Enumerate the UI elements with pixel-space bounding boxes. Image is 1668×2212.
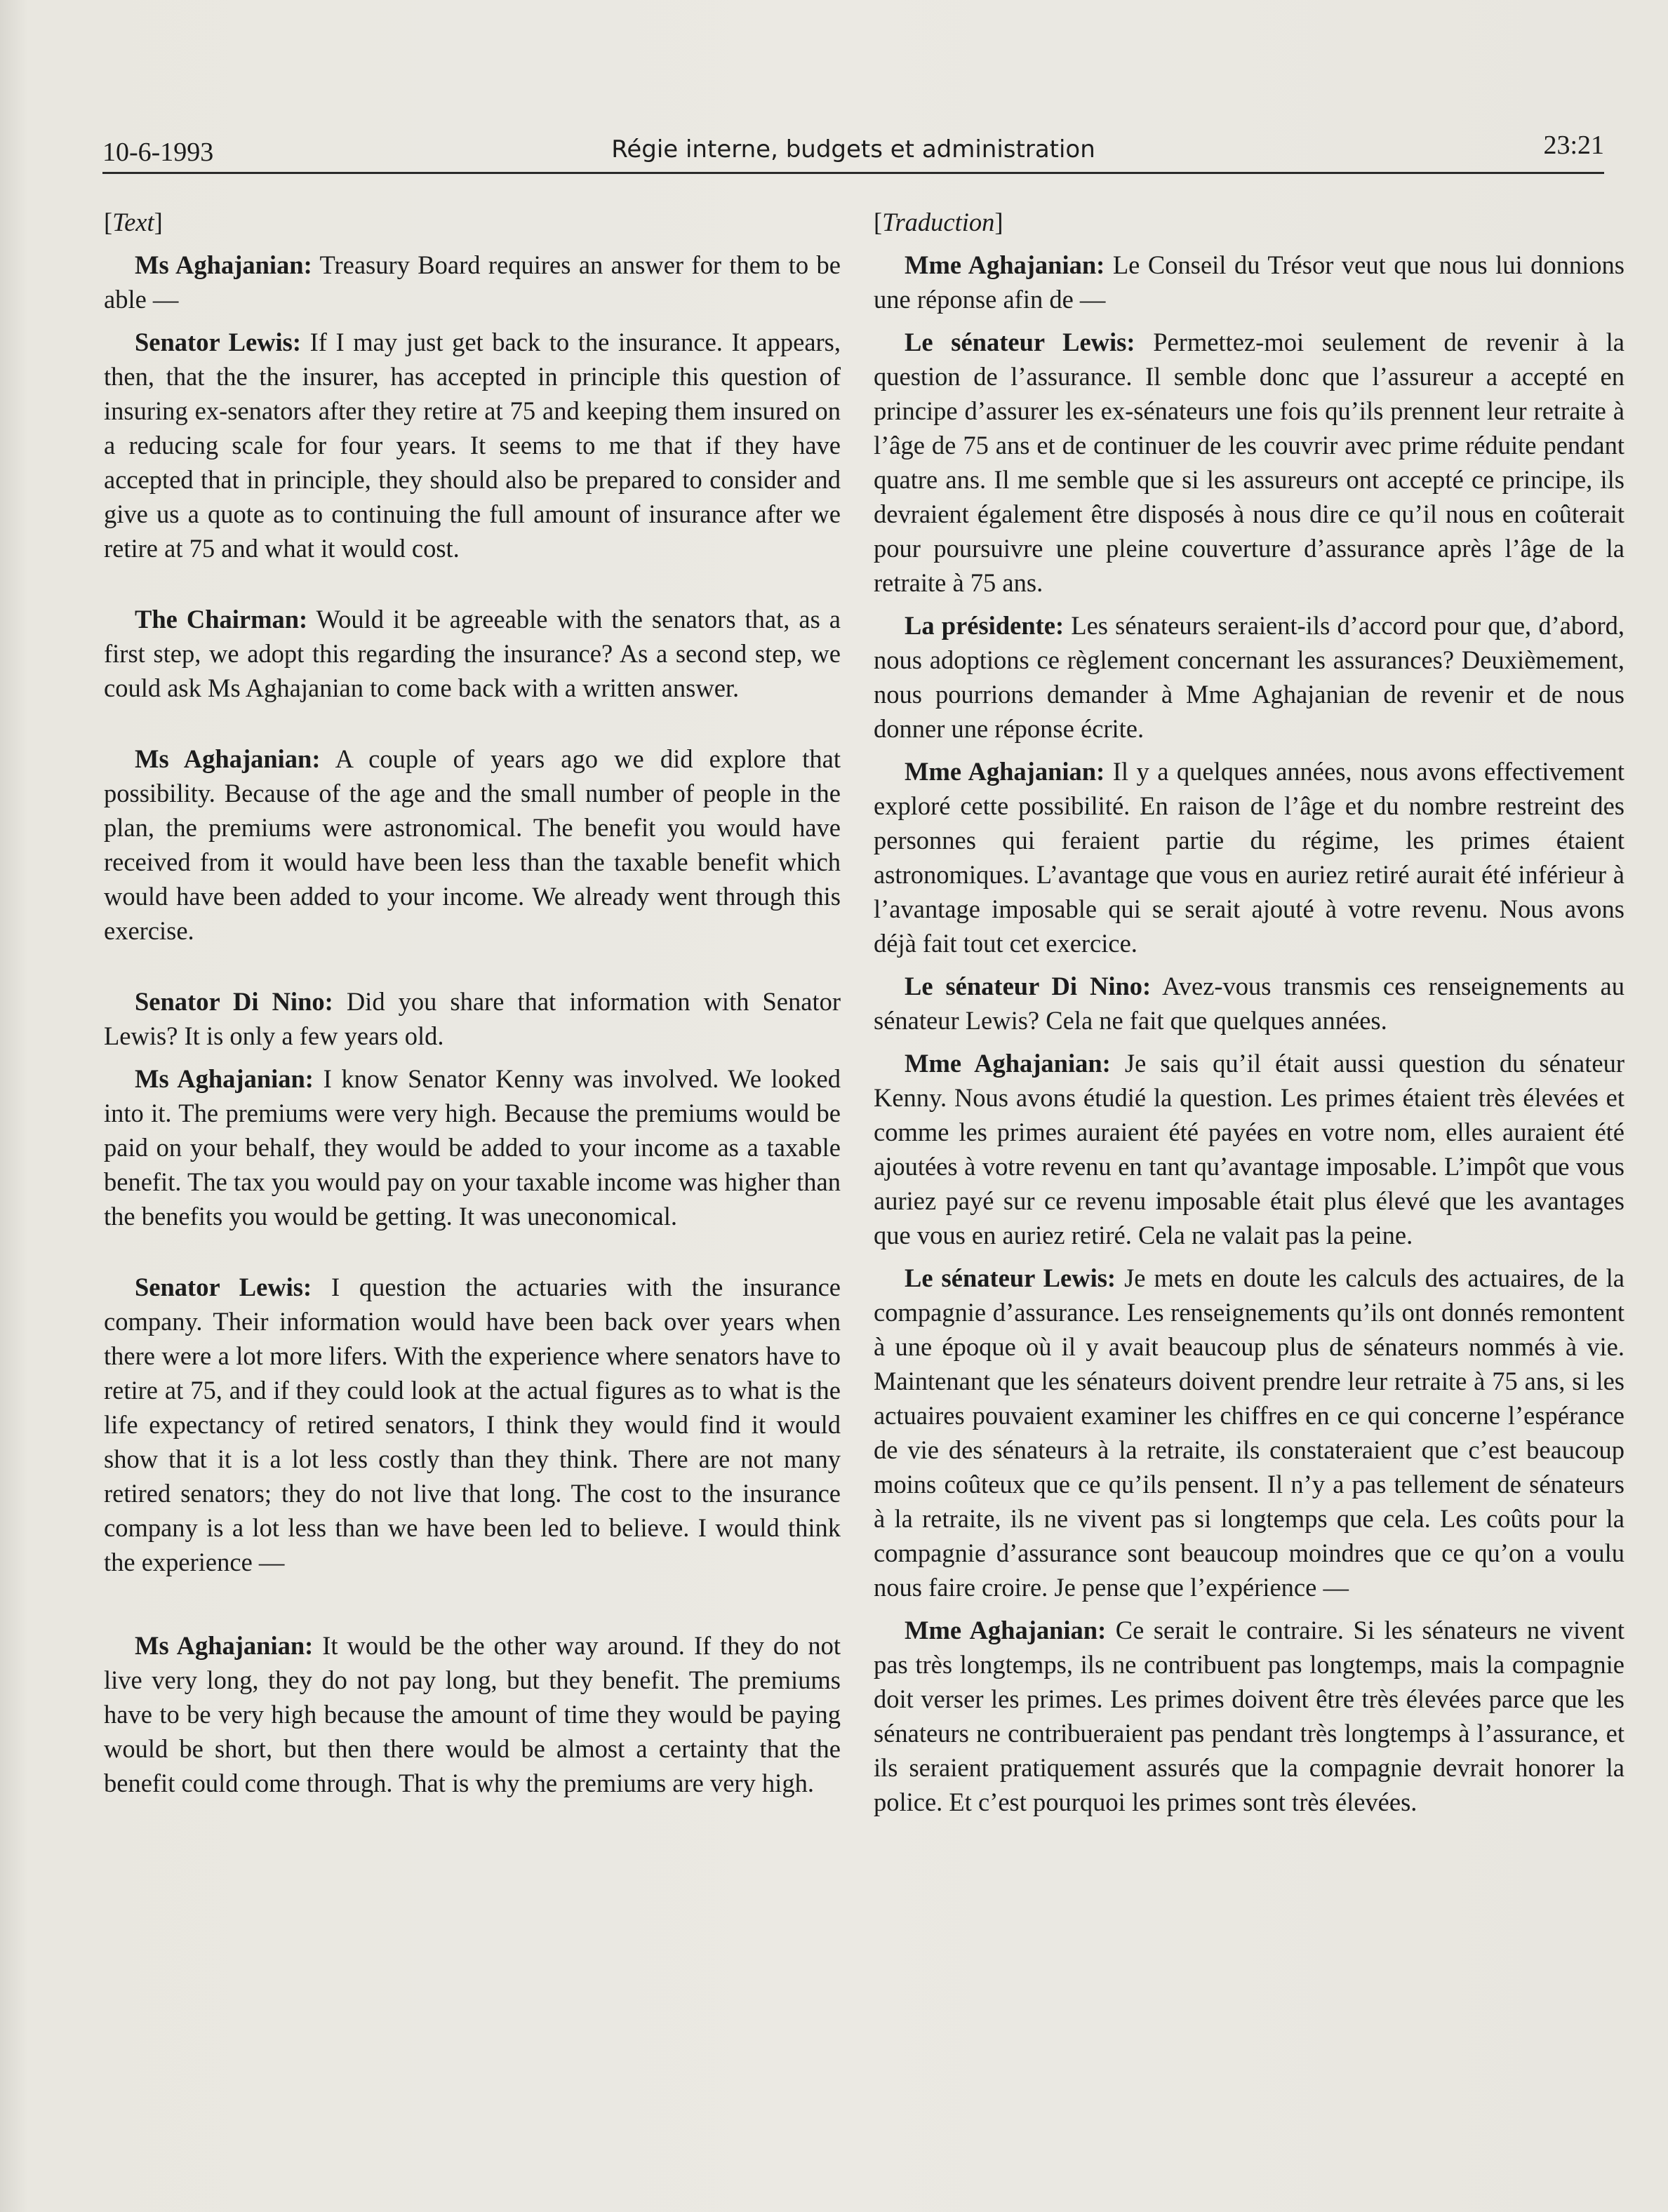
english-section-label: [ Text ]: [104, 205, 841, 239]
paragraph-text: Il y a quelques années, nous avons effectivement exploré cette possibilité. En raison de l’âge et du nombre restreint des personnes qui feraient partie du régime, les primes étaient astronomiques. L’avantage que vous en auriez retiré aurait été inférieur à l’avantage imposable qui se serait ajouté à votre revenu. Nous avons déjà fait tout cet exercice.: [874, 757, 1625, 958]
paragraph-text: Would it be agreeable with the senators that, as a first step, we adopt this regarding the insurance? As a second step, we could ask Ms Aghajanian to come back with a written answer.: [104, 605, 841, 702]
paragraph-text: Avez-vous transmis ces renseignements au sénateur Lewis? Cela ne fait que quelques années.: [874, 972, 1624, 1035]
speaker-name: Senator Lewis:: [135, 328, 302, 356]
speaker-name: The Chairman:: [135, 605, 308, 634]
header-title: Régie interne, budgets et administration: [611, 135, 1095, 163]
speaker-name: Mme Aghajanian:: [905, 757, 1105, 786]
english-paragraph: [104, 325, 841, 565]
paragraph-text: I question the actuaries with the insurance company. Their information would have been back over years when there were a lot more lifers. With the experience where senators have to retire at 75, and if they could look at the actual figures as to what is the life expectancy of retired senators, I think they would find it would show that it is a lot less costly than they think. There are not many retired senators; they do not live that long. The cost to the insurance company is a lot less than we have been led to believe. I would think the experience —: [104, 1273, 841, 1576]
paragraph-text: A couple of years ago we did explore that possibility. Because of the age and the small number of people in the plan, the premiums were astronomical. The benefit you would have received from it would have been less than the taxable benefit which would have been added to your income. We already went through this exercise.: [104, 744, 841, 945]
page-header: [102, 130, 1604, 174]
english-column: [104, 205, 841, 1809]
english-paragraph: [104, 1270, 841, 1579]
speaker-name: Ms Aghajanian:: [135, 1631, 314, 1660]
paragraph-text: Treasury Board requires an answer for them to be able —: [104, 250, 841, 314]
french-paragraph: [874, 969, 1624, 1038]
header-page-number: 23:21: [1543, 130, 1604, 160]
paragraph-text: Les sénateurs seraient-ils d’accord pour que, d’abord, nous adoptions ce règlement concernant les assurances? Deuxièmement, nous pourrions demander à Mme Aghajanian de revenir et de nous donner une réponse écrite.: [874, 611, 1624, 743]
french-paragraph: [874, 1613, 1624, 1819]
paragraph-text: I know Senator Kenny was involved. We looked into it. The premiums were very high. Because the premiums would be paid on your behalf, they would be added to your income as a taxable benefit. The tax you would pay on your taxable income was higher than the benefits you would be getting. It was uneconomical.: [104, 1064, 841, 1231]
paragraph-text: Je mets en doute les calculs des actuaires, de la compagnie d’assurance. Les renseignements qu’ils ont donnés remontent à une époque où il y avait beaucoup plus de sénateurs nommés à vie. Maintenant que les sénateurs doivent prendre leur retraite à 75 ans, si les actuaires pouvaient examiner les chiffres en ce qui concerne l’espérance de vie des sénateurs à la retraite, ils constateraient que c’est beaucoup moins coûteux que ce qu’ils pensent. Il n’y a pas tellement de sénateurs à la retraite, ils ne vivent pas si longtemps que cela. Les coûts pour la compagnie d’assurance sont beaucoup moindres que ce qu’on a voulu nous faire croire. Je pense que l’expérience —: [874, 1263, 1624, 1602]
english-paragraph: [104, 1628, 841, 1800]
paragraph-text: Did you share that information with Senator Lewis? It is only a few years old.: [104, 987, 841, 1050]
french-section-label: [ Traduction ]: [874, 205, 1624, 239]
paragraph-text: Le Conseil du Trésor veut que nous lui donnions une réponse afin de —: [874, 250, 1625, 314]
speaker-name: La présidente:: [905, 611, 1065, 640]
speaker-name: Le sénateur Lewis:: [905, 1263, 1116, 1292]
speaker-name: Le sénateur Di Nino:: [905, 972, 1152, 1000]
speaker-name: Mme Aghajanian:: [905, 250, 1105, 279]
speaker-name: Ms Aghajanian:: [135, 1064, 314, 1093]
speaker-name: Mme Aghajanian:: [905, 1049, 1111, 1078]
paragraph-text: Permettez-moi seulement de revenir à la question de l’assurance. Il semble donc que l’assureur a accepté en principe d’assurer les ex-sénateurs une fois qu’ils prennent leur retraite à l’âge de 75 ans et de continuer de les couvrir avec prime réduite pendant quatre ans. Il me semble que si les assureurs ont accepté ce principe, ils devraient également être disposés à nous dire ce qu’il nous en coûterait pour poursuivre une pleine couverture d’assurance après l’âge de la retraite à 75 ans.: [874, 328, 1624, 597]
english-paragraph: [104, 1061, 841, 1233]
speaker-name: Senator Di Nino:: [135, 987, 333, 1016]
french-paragraph: [874, 608, 1624, 746]
speaker-name: Ms Aghajanian:: [135, 250, 312, 279]
speaker-name: Ms Aghajanian:: [135, 744, 321, 773]
english-paragraph: [104, 602, 841, 705]
english-paragraph: [104, 248, 841, 316]
english-paragraph: [104, 984, 841, 1053]
french-paragraph: [874, 325, 1624, 600]
speaker-name: Mme Aghajanian:: [905, 1616, 1107, 1644]
speaker-name: Le sénateur Lewis:: [905, 328, 1135, 356]
paragraph-text: Ce serait le contraire. Si les sénateurs ne vivent pas très longtemps, ils ne contribuent pas longtemps, mais la compagnie doit verser les primes. Les primes doivent être très élevées parce que les sénateurs ne contribueraient pas pendant très longtemps à l’assurance, et ils seraient pratiquement assurés que la compagnie devrait honorer la police. Et c’est pourquoi les primes sont très élevées.: [874, 1616, 1625, 1816]
paragraph-text: It would be the other way around. If they do not live very long, they do not pay long, but they benefit. The premiums have to be very high because the amount of time they would be paying would be short, but then there would be almost a certainty that the benefit could come through. That is why the premiums are very high.: [104, 1631, 841, 1797]
header-date: 10-6-1993: [102, 138, 214, 167]
paragraph-text: Je sais qu’il était aussi question du sénateur Kenny. Nous avons étudié la question. Les primes étaient très élevées et comme les primes auraient été payées en votre nom, elles auraient été ajoutées à votre revenu en tant qu’avantage imposable. L’impôt que vous auriez payé sur ce revenu imposable était plus élevé que les avantages que vous en auriez retiré. Cela ne valait pas la peine.: [874, 1049, 1625, 1249]
french-paragraph: [874, 248, 1624, 316]
french-paragraph: [874, 754, 1624, 960]
paragraph-text: If I may just get back to the insurance. It appears, then, that the the insurer, has accepted in principle this question of insuring ex-senators after they retire at 75 and keeping them insured on a reducing scale for four years. It seems to me that if they have accepted that in principle, they should also be prepared to consider and give us a quote as to continuing the full amount of insurance after we retire at 75 and what it would cost.: [104, 328, 841, 563]
speaker-name: Senator Lewis:: [135, 1273, 312, 1301]
english-paragraph: [104, 742, 841, 948]
french-column: [874, 205, 1624, 1828]
french-paragraph: [874, 1261, 1624, 1604]
french-paragraph: [874, 1046, 1624, 1252]
